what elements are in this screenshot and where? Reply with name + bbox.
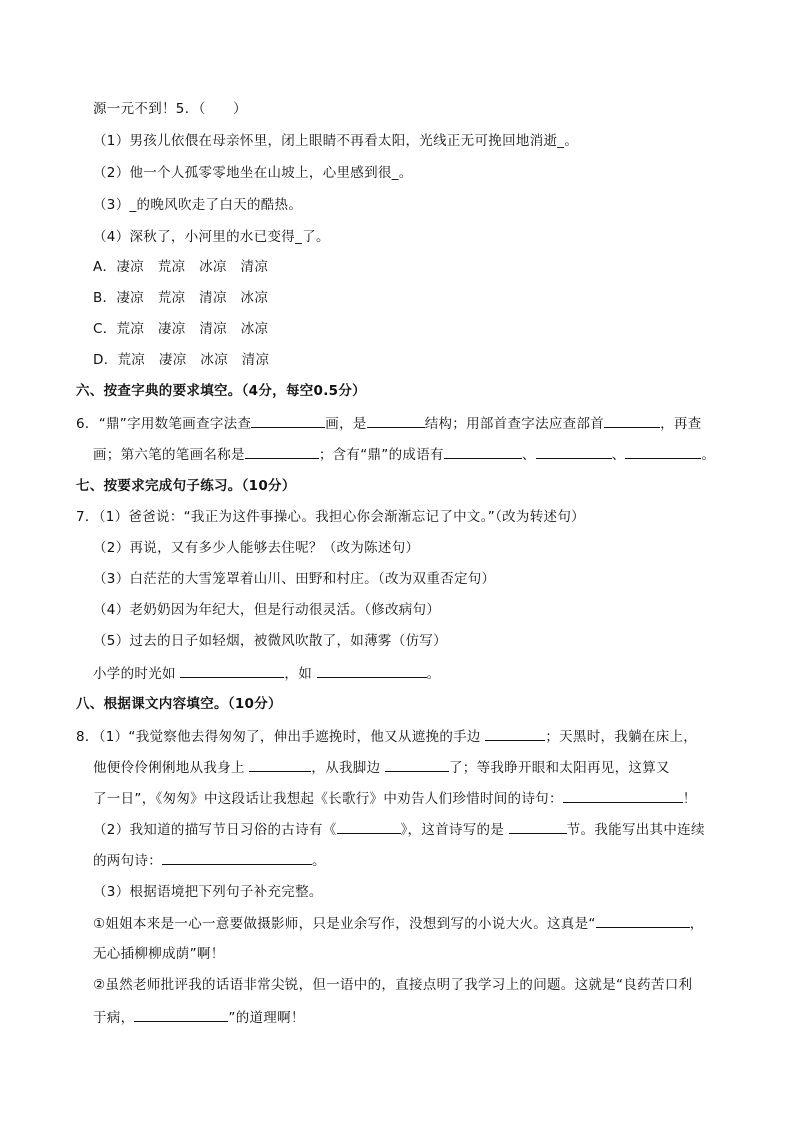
- q5-option-a: A．凄凉 荒凉 冰凉 清凉: [93, 259, 269, 275]
- q5-option-d: D．荒凉 凄凉 冰凉 清凉: [93, 352, 270, 368]
- blank[interactable]: [563, 789, 683, 803]
- blank[interactable]: [180, 664, 284, 678]
- blank[interactable]: [485, 727, 545, 741]
- blank[interactable]: [604, 414, 660, 428]
- blank[interactable]: [509, 820, 567, 834]
- q8-line-10: 于病， ”的道理啊！: [93, 1010, 305, 1026]
- q5-sentence-3: （3）_的晚风吹走了白天的酷热。: [93, 197, 303, 213]
- blank[interactable]: [162, 851, 312, 865]
- q8-line-4: （2）我知道的描写节日习俗的古诗有《 》，这首诗写的是 节。我能写出其中连续: [93, 822, 705, 838]
- q7-item-3: （3）白茫茫的大雪笼罩着山川、田野和村庄。（改为双重否定句）: [93, 571, 496, 587]
- q5-sentence-1: （1）男孩儿依偎在母亲怀里，闭上眼睛不再看太阳，光线正无可挽回地消逝_。: [93, 133, 579, 149]
- q8-line-8: 无心插柳柳成荫”啊！: [93, 946, 225, 962]
- blank[interactable]: [337, 820, 401, 834]
- blank[interactable]: [249, 758, 311, 772]
- blank[interactable]: [444, 445, 522, 459]
- q6-line-1: 6．“鼎”字用数笔画查字法查 画，是 结构；用部首查字法应查部首 ，再查: [76, 416, 702, 432]
- q8-line-2: 他便伶伶俐俐地从我身上 ，从我脚边 了；等我睁开眼和太阳再见，这算又: [93, 760, 670, 776]
- blank[interactable]: [317, 664, 427, 678]
- q8-line-9: ②虽然老师批评我的话语非常尖锐，但一语中的，直接点明了我学习上的问题。这就是“良药苦口利: [93, 977, 693, 993]
- q8-line-6: （3）根据语境把下列句子补充完整。: [93, 884, 323, 900]
- blank[interactable]: [385, 758, 449, 772]
- blank[interactable]: [245, 445, 319, 459]
- blank[interactable]: [625, 445, 701, 459]
- q5-sentence-2: （2）他一个人孤零零地坐在山坡上，心里感到很_。: [93, 165, 413, 181]
- q8-line-7: ①姐姐本来是一心一意要做摄影师，只是业余写作，没想到写的小说大火。这真是“ ，: [93, 916, 704, 932]
- section-7-heading: 七、按要求完成句子练习。（10分）: [76, 478, 296, 494]
- q7-item-4: （4）老奶奶因为年纪大，但是行动很灵活。（修改病句）: [93, 602, 441, 618]
- q7-item-2: （2）再说，又有多少人能够去住呢？（改为陈述句）: [93, 540, 420, 556]
- q5-option-b: B．凄凉 荒凉 清凉 冰凉: [93, 290, 269, 306]
- q5-option-c: C．荒凉 凄凉 清凉 冰凉: [93, 321, 269, 337]
- q7-item-5-blanks: 小学的时光如 ，如 。: [93, 666, 441, 682]
- q7-item-1: 7．（1）爸爸说：“我正为这件事操心。我担心你会渐渐忘记了中文。”（改为转述句）: [76, 509, 585, 525]
- section-8-heading: 八、根据课文内容填空。（10分）: [76, 696, 282, 712]
- q7-item-5: （5）过去的日子如轻烟，被微风吹散了，如薄雾（仿写）: [93, 633, 447, 649]
- q8-line-5: 的两句诗： 。: [93, 853, 326, 869]
- blank[interactable]: [536, 445, 612, 459]
- blank[interactable]: [596, 914, 690, 928]
- q6-line-2: 画；第六笔的笔画名称是 ；含有“鼎”的成语有 、 、 。: [93, 447, 716, 463]
- blank[interactable]: [134, 1008, 228, 1022]
- question-4-tail: 源一元不到！5．（ ）: [93, 101, 247, 117]
- blank[interactable]: [251, 414, 325, 428]
- q5-sentence-4: （4）深秋了，小河里的水已变得_了。: [93, 229, 330, 245]
- section-6-heading: 六、按查字典的要求填空。（4分，每空0.5分）: [76, 383, 366, 399]
- q8-line-1: 8．（1）“我觉察他去得匆匆了，伸出手遮挽时，他又从遮挽的手边 ；天黑时，我躺在床上，: [76, 729, 698, 745]
- q8-line-3: 了一日”，《匆匆》中这段话让我想起《长歌行》中劝告人们珍惜时间的诗句： ！: [93, 791, 697, 807]
- blank[interactable]: [367, 414, 425, 428]
